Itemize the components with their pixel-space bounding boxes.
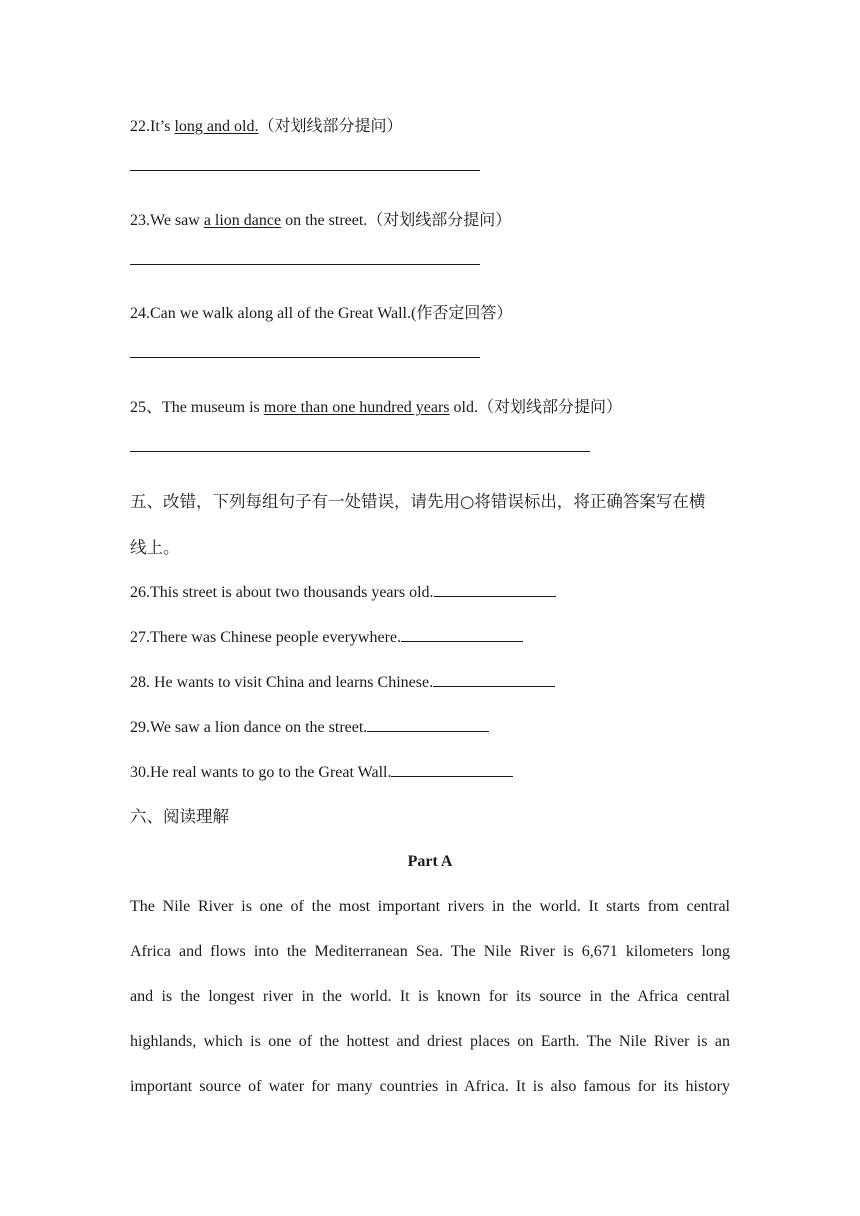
paragraph-line-2: Africa and flows into the Mediterranean Sea. The Nile River is 6,671 kilometers long: [130, 943, 730, 960]
question-25-prefix: 25、The museum is: [130, 399, 264, 416]
error-item-26: [130, 582, 556, 603]
question-22-suffix: （对划线部分提问）: [258, 118, 403, 135]
section-6-heading: 六、阅读理解: [130, 807, 229, 826]
answer-line-22[interactable]: [130, 170, 480, 171]
question-23: [130, 211, 511, 231]
question-24: 24.Can we walk along all of the Great Wall.(作否定回答）: [130, 305, 513, 322]
error-item-text: 28. He wants to visit China and learns Chinese.: [130, 674, 434, 691]
answer-blank[interactable]: [401, 627, 523, 642]
error-item-29: [130, 717, 489, 738]
paragraph-line-3: and is the longest river in the world. It is known for its source in the Africa central: [130, 988, 730, 1005]
error-item-text: 30.He real wants to go to the Great Wall.: [130, 764, 392, 781]
error-item-28: [130, 672, 555, 693]
section-5-heading-line-2: 线上。: [130, 538, 180, 557]
question-25-underlined: more than one hundred years: [263, 399, 450, 416]
answer-blank[interactable]: [367, 717, 489, 732]
answer-blank[interactable]: [434, 582, 556, 597]
question-22-underlined: long and old.: [174, 118, 259, 135]
question-23-suffix: on the street.（对划线部分提问）: [281, 212, 512, 229]
question-25-suffix: old.（对划线部分提问）: [449, 399, 622, 416]
question-22: [130, 117, 402, 137]
question-23-underlined: a lion dance: [203, 212, 282, 229]
error-item-27: [130, 627, 523, 648]
question-25: [130, 398, 622, 418]
answer-line-25[interactable]: [130, 451, 590, 452]
answer-line-24[interactable]: [130, 357, 480, 358]
question-22-prefix: 22.It’s: [130, 118, 175, 135]
part-a-title: Part A: [407, 853, 453, 870]
error-item-30: [130, 762, 513, 783]
question-23-prefix: 23.We saw: [130, 212, 204, 229]
answer-line-23[interactable]: [130, 264, 480, 265]
answer-blank[interactable]: [433, 672, 555, 687]
paragraph-line-1: The Nile River is one of the most important rivers in the world. It starts from central: [130, 898, 730, 915]
error-item-text: 27.There was Chinese people everywhere.: [130, 629, 401, 646]
answer-blank[interactable]: [391, 762, 513, 777]
paragraph-line-5: important source of water for many countries in Africa. It is also famous for its history: [130, 1078, 730, 1095]
paragraph-line-4: highlands, which is one of the hottest and driest places on Earth. The Nile River is an: [130, 1033, 730, 1050]
error-item-text: 26.This street is about two thousands years old.: [130, 584, 434, 601]
section-5-heading-line-1: 五、改错，下列每组句子有一处错误，请先用○将错误标出，将正确答案写在横: [130, 492, 706, 511]
error-item-text: 29.We saw a lion dance on the street.: [130, 719, 368, 736]
